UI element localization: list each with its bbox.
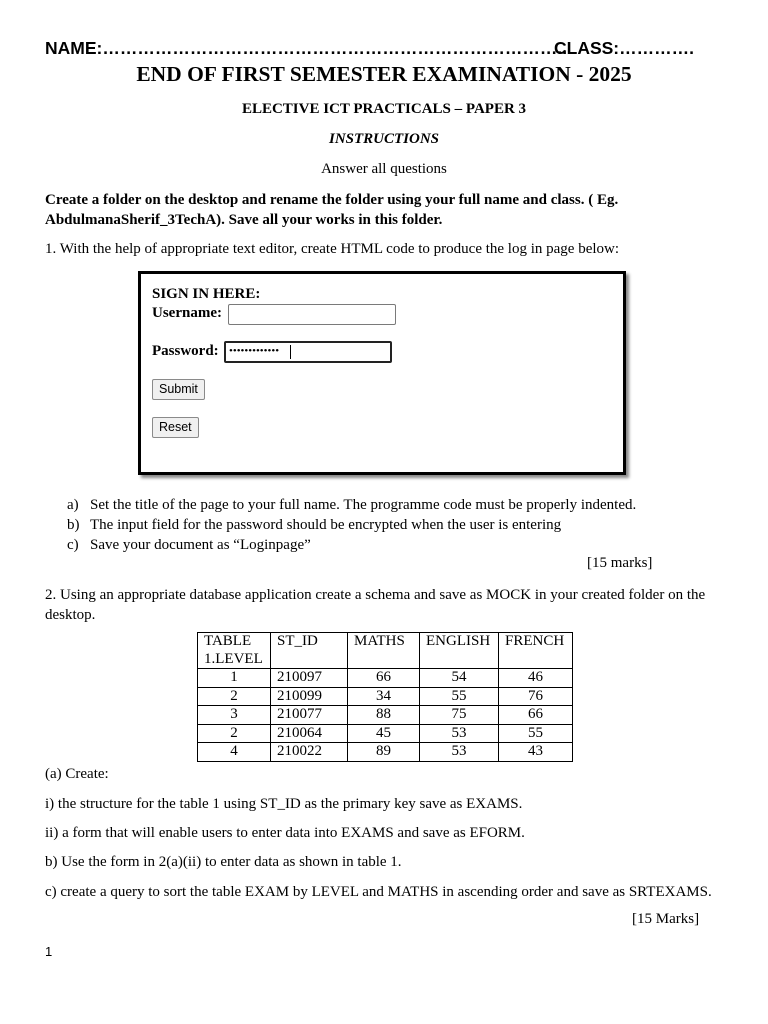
cell-english: 53 xyxy=(420,724,499,743)
question-2c: c) create a query to sort the table EXAM by LEVEL and MATHS in ascending order and save as SRTEXAMS. xyxy=(45,884,712,900)
text-caret xyxy=(290,345,291,359)
table-row xyxy=(198,706,573,725)
cell-maths: 88 xyxy=(348,706,420,725)
cell-french: 66 xyxy=(499,706,573,725)
question-1-marks: [15 marks] xyxy=(587,555,653,571)
header-level: TABLE 1.LEVEL xyxy=(198,633,271,669)
table-1 xyxy=(197,632,573,762)
cell-french: 46 xyxy=(499,669,573,688)
cell-level: 2 xyxy=(198,687,271,706)
cell-level: 3 xyxy=(198,706,271,725)
exam-title: END OF FIRST SEMESTER EXAMINATION - 2025 xyxy=(136,62,632,86)
cell-english: 54 xyxy=(420,669,499,688)
cell-french: 76 xyxy=(499,687,573,706)
cell-st-id: 210077 xyxy=(271,706,348,725)
question-1-item-c: c) Save your document as “Loginpage” xyxy=(67,537,311,553)
cell-st-id: 210022 xyxy=(271,743,348,762)
username-label: Username: xyxy=(152,305,222,321)
question-2-marks: [15 Marks] xyxy=(632,911,700,927)
question-2a-create: (a) Create: xyxy=(45,766,109,782)
table-header-row xyxy=(198,633,573,669)
header-english: ENGLISH xyxy=(420,633,499,669)
class-field-label: CLASS:…………. xyxy=(554,38,694,58)
password-input[interactable] xyxy=(224,341,392,363)
password-label: Password: xyxy=(152,343,219,359)
question-2a-ii: ii) a form that will enable users to enter data into EXAMS and save as EFORM. xyxy=(45,825,525,841)
table-row xyxy=(198,687,573,706)
reset-button[interactable]: Reset xyxy=(152,417,199,438)
question-1-item-a: a) Set the title of the page to your full name. The programme code must be properly indented. xyxy=(67,497,637,513)
question-1-item-b: b) The input field for the password should be encrypted when the user is entering xyxy=(67,517,562,533)
cell-level: 4 xyxy=(198,743,271,762)
question-2b: b) Use the form in 2(a)(ii) to enter data as shown in table 1. xyxy=(45,854,402,870)
instructions-heading: INSTRUCTIONS xyxy=(328,131,440,147)
cell-french: 55 xyxy=(499,724,573,743)
exam-subtitle: ELECTIVE ICT PRACTICALS – PAPER 3 xyxy=(241,101,527,117)
name-field-label: NAME:…………………………………………………………………….. xyxy=(45,38,568,58)
cell-st-id: 210097 xyxy=(271,669,348,688)
cell-level: 1 xyxy=(198,669,271,688)
table-row xyxy=(198,724,573,743)
cell-st-id: 210099 xyxy=(271,687,348,706)
header-st-id: ST_ID xyxy=(271,633,348,669)
cell-maths: 89 xyxy=(348,743,420,762)
cell-level: 2 xyxy=(198,724,271,743)
question-1-text: 1. With the help of appropriate text editor, create HTML code to produce the log in page below: xyxy=(45,241,620,257)
cell-english: 55 xyxy=(420,687,499,706)
cell-english: 75 xyxy=(420,706,499,725)
cell-st-id: 210064 xyxy=(271,724,348,743)
header-french: FRENCH xyxy=(499,633,573,669)
table-row xyxy=(198,669,573,688)
cell-maths: 45 xyxy=(348,724,420,743)
login-page-figure xyxy=(138,271,626,475)
folder-instruction: Create a folder on the desktop and rename the folder using your full name and class. ( Eg. AbdulmanaSherif_3TechA). Save all your works in this folder. xyxy=(45,192,619,228)
table-row xyxy=(198,743,573,762)
cell-english: 53 xyxy=(420,743,499,762)
answer-all-note: Answer all questions xyxy=(321,161,447,177)
question-2a-i: i) the structure for the table 1 using ST_ID as the primary key save as EXAMS. xyxy=(45,796,523,812)
header-maths: MATHS xyxy=(348,633,420,669)
submit-button[interactable]: Submit xyxy=(152,379,205,400)
username-input[interactable] xyxy=(228,304,396,325)
page-number: 1 xyxy=(45,944,53,959)
password-mask: ••••••••••••• xyxy=(229,345,280,357)
cell-maths: 66 xyxy=(348,669,420,688)
sign-in-heading: SIGN IN HERE: xyxy=(152,286,261,302)
cell-maths: 34 xyxy=(348,687,420,706)
question-2-text: 2. Using an appropriate database application create a schema and save as MOCK in your created folder on the desktop. xyxy=(45,587,706,623)
student-header xyxy=(45,38,694,59)
cell-french: 43 xyxy=(499,743,573,762)
